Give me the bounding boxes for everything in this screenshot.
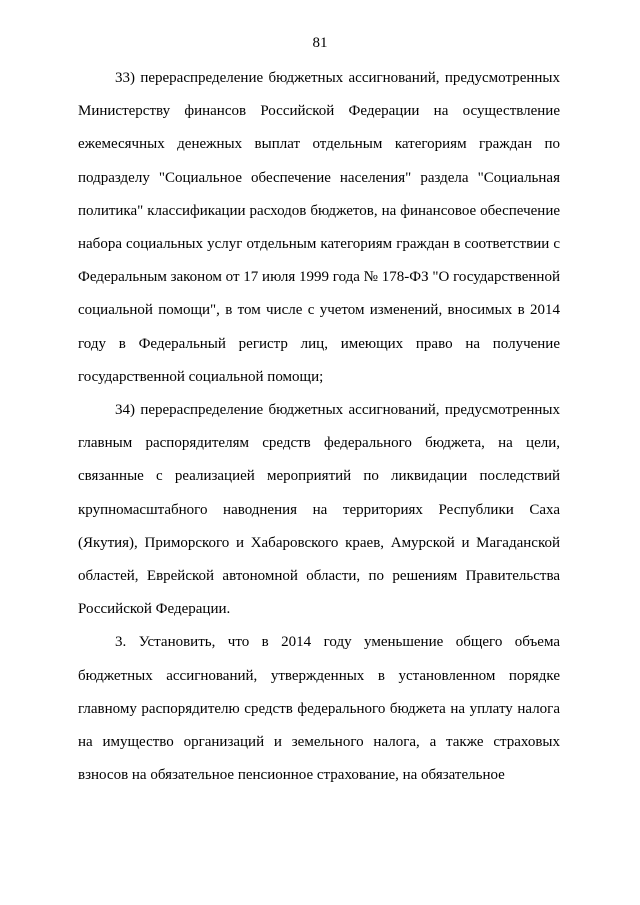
document-body — [78, 62, 560, 792]
page-number: 81 — [312, 35, 328, 51]
paragraph-item-34: 34) перераспределение бюджетных ассигнований, предусмотренных главным распорядителям средств федерального бюджета, на цели, связанные с реализацией мероприятий по ликвидации последствий крупномасштабного наводнения на территориях Республики Саха (Якутия), Приморского и Хабаровского краев, Амурской и Магаданской областей, Еврейской автономной области, по решениям Правительства Российской Федерации. — [78, 402, 560, 618]
paragraph-item-33: 33) перераспределение бюджетных ассигнований, предусмотренных Министерству финансов Российской Федерации на осуществление ежемесячных денежных выплат отдельным категориям граждан по подразделу "Социальное обеспечение населения" раздела "Социальная политика" классификации расходов бюджетов, на финансовое обеспечение набора социальных услуг отдельным категориям граждан в соответствии с Федеральным законом от 17 июля 1999 года № 178-ФЗ "О государственной социальной помощи", в том числе с учетом изменений, вносимых в 2014 году в Федеральный регистр лиц, имеющих право на получение государственной социальной помощи; — [78, 70, 560, 385]
paragraph-section-3: 3. Установить, что в 2014 году уменьшение общего объема бюджетных ассигнований, утвержденных в установленном порядке главному распорядителю средств федерального бюджета на уплату налога на имущество организаций и земельного налога, а также страховых взносов на обязательное пенсионное страхование, на обязательное — [78, 634, 560, 784]
